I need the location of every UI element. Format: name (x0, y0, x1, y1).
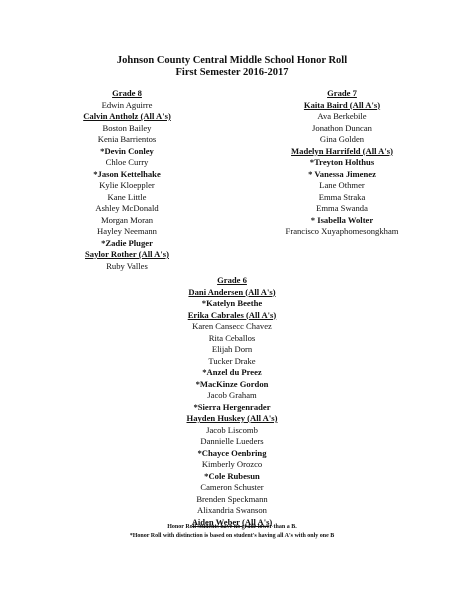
student-name: *Chayce Oenbring (197, 447, 267, 458)
student-name: Lane Othmer (319, 180, 365, 190)
student-name: Elijah Dorn (211, 344, 253, 354)
student-name: Morgan Moran (100, 214, 154, 225)
grade7-heading: Grade 7 (327, 88, 357, 98)
student-name: Hayley Neemann (97, 226, 157, 236)
student-name: Gina Golden (319, 134, 365, 144)
student-name: Brenden Speckmann (196, 493, 268, 504)
student-name: * Isabella Wolter (310, 214, 374, 225)
student-name: Emma Straka (318, 191, 366, 202)
grade7-list (262, 100, 422, 238)
grade8-heading: Grade 8 (112, 88, 142, 98)
student-name: * Vanessa Jimenez (308, 168, 376, 179)
student-name: *Treyton Holthus (309, 157, 375, 167)
student-name: *Sierra Hergenrader (193, 401, 271, 412)
student-name: Kimberly Orozco (201, 459, 263, 469)
grade7-column (262, 88, 422, 238)
student-name: Calvin Antholz (All A's) (83, 111, 171, 121)
student-name: *Devin Conley (100, 145, 154, 156)
student-name: Alixandria Swanson (197, 505, 267, 515)
student-name: Boston Bailey (102, 122, 152, 133)
student-name: Ruby Valles (106, 260, 148, 271)
grade6-list (157, 287, 307, 529)
student-name: Rita Ceballos (208, 332, 256, 343)
student-name: *Jason Kettelhake (93, 168, 161, 179)
student-name: Karen Cansecc Chavez (192, 321, 272, 331)
document-subtitle: First Semester 2016-2017 (175, 67, 289, 78)
grade6-heading: Grade 6 (217, 275, 247, 285)
student-name: Hayden Huskey (All A's) (186, 413, 278, 423)
student-name: Kenia Barrientos (97, 134, 157, 144)
student-name: Francisco Xuyaphomesongkham (285, 226, 399, 236)
student-name: Emma Swanda (316, 203, 368, 213)
student-name: Ava Berkebile (317, 111, 367, 121)
student-name: *Cole Rubesun (204, 470, 260, 481)
student-name: *MacKinze Gordon (195, 378, 269, 389)
student-name: *Anzel du Preez (202, 367, 262, 377)
grade8-list (52, 100, 202, 273)
document-title: Johnson County Central Middle School Honor Roll (116, 55, 348, 66)
student-name: Erika Cabrales (All A's) (187, 309, 277, 320)
student-name: Jonathon Duncan (312, 122, 372, 133)
student-name: Tucker Drake (208, 355, 256, 366)
grade8-column (52, 88, 202, 272)
student-name: Aiden Weber (All A's) (191, 516, 273, 527)
student-name: Jacob Liscomb (206, 424, 258, 435)
distinction-note: *Honor Roll with distinction is based on student's having all A's with only one B (129, 533, 335, 539)
student-name: Dani Andersen (All A's) (188, 286, 276, 297)
student-name: Kylie Kloeppler (99, 180, 155, 190)
student-name: Ashley McDonald (95, 203, 159, 213)
grade6-column (157, 275, 307, 528)
student-name: Chloe Curry (105, 157, 149, 167)
student-name: *Zadie Pluger (101, 237, 153, 248)
student-name: Madelyn Harrifeld (All A's) (291, 145, 393, 156)
student-name: *Katelyn Beethe (201, 298, 263, 308)
student-name: Kaita Baird (All A's) (303, 99, 381, 110)
student-name: Kane Little (107, 191, 147, 202)
student-name: Edwin Aguirre (101, 99, 153, 110)
student-name: Jacob Graham (207, 390, 257, 400)
student-name: Dannielle Lueders (200, 436, 264, 446)
honor-roll-note: Honor Roll students have no grade lower than a B. (167, 524, 297, 530)
student-name: Cameron Schuster (200, 482, 264, 492)
student-name: Saylor Rother (All A's) (85, 249, 169, 259)
